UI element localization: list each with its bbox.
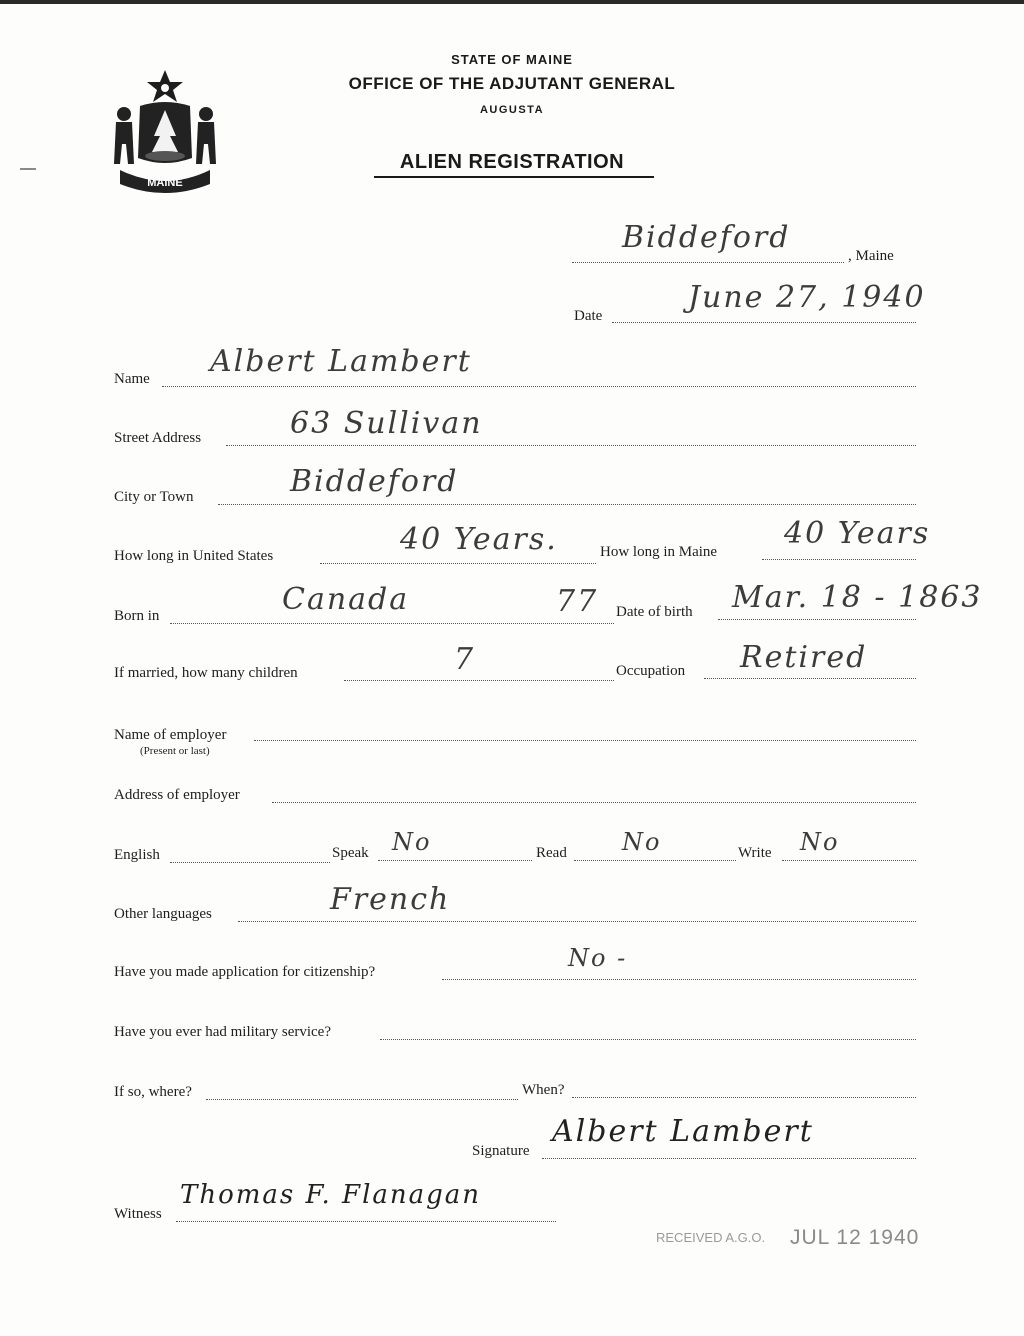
street-address-line: [226, 445, 916, 446]
signature-label: Signature: [472, 1143, 530, 1159]
born-in-label: Born in: [114, 608, 160, 624]
date-of-birth-value: Mar. 18 - 1863: [732, 580, 983, 615]
town-line: [572, 262, 844, 263]
citizenship-label: Have you made application for citizenship?: [114, 964, 376, 980]
town-value: Biddeford: [622, 220, 791, 255]
date-of-birth-label: Date of birth: [616, 604, 693, 620]
date-of-birth-line: [718, 619, 916, 620]
name-label: Name: [114, 371, 150, 387]
occupation-value: Retired: [740, 640, 868, 675]
speak-label: Speak: [332, 845, 369, 861]
read-value: No: [622, 828, 662, 856]
maine-label: , Maine: [848, 248, 894, 264]
received-stamp-date: JUL 12 1940: [790, 1226, 920, 1249]
where-line: [206, 1099, 518, 1100]
other-languages-line: [238, 921, 916, 922]
born-in-line: [170, 623, 614, 624]
employer-name-line: [254, 740, 916, 741]
other-languages-value: French: [330, 882, 451, 917]
state-heading: STATE OF MAINE: [451, 52, 573, 67]
born-in-value: Canada: [282, 582, 410, 617]
how-long-us-label: How long in United States: [114, 548, 274, 564]
name-value: Albert Lambert: [210, 344, 472, 379]
citizenship-line: [442, 979, 916, 980]
occupation-line: [704, 678, 916, 679]
how-long-maine-line: [762, 559, 916, 560]
speak-line: [378, 860, 532, 861]
date-line: [612, 322, 916, 323]
date-value: June 27, 1940: [688, 280, 926, 315]
employer-address-label: Address of employer: [114, 787, 240, 803]
witness-value: Thomas F. Flanagan: [180, 1180, 482, 1210]
how-long-us-value: 40 Years.: [400, 522, 558, 557]
children-label: If married, how many children: [114, 665, 298, 681]
street-address-label: Street Address: [114, 430, 202, 446]
scan-top-edge: [0, 0, 1024, 4]
city-line: [218, 504, 916, 505]
witness-line: [176, 1221, 556, 1222]
when-label: When?: [522, 1082, 565, 1098]
how-long-maine-value: 40 Years: [784, 516, 931, 551]
military-line: [380, 1039, 916, 1040]
street-address-value: 63 Sullivan: [290, 406, 483, 441]
form-title: ALIEN REGISTRATION: [399, 151, 625, 173]
age-value: 77: [556, 584, 599, 619]
signature-value: Albert Lambert: [552, 1114, 814, 1149]
office-heading: OFFICE OF THE ADJUTANT GENERAL: [348, 74, 676, 93]
children-value: 7: [454, 642, 476, 677]
witness-label: Witness: [114, 1206, 162, 1222]
write-label: Write: [738, 845, 772, 861]
read-line: [574, 860, 736, 861]
how-long-maine-label: How long in Maine: [600, 544, 718, 560]
employer-name-note: (Present or last): [140, 745, 210, 757]
date-label: Date: [574, 308, 603, 324]
city-value: Biddeford: [290, 464, 459, 499]
english-label: English: [114, 847, 160, 863]
children-line: [344, 680, 614, 681]
title-underline: [374, 176, 654, 178]
speak-value: No: [392, 828, 432, 856]
occupation-label: Occupation: [616, 663, 686, 679]
city-label: City or Town: [114, 489, 194, 505]
employer-address-line: [272, 802, 916, 803]
seal-motto: MAINE: [147, 177, 183, 189]
military-label: Have you ever had military service?: [114, 1024, 331, 1040]
citizenship-value: No -: [568, 944, 628, 972]
english-line: [170, 862, 330, 863]
name-line: [162, 386, 916, 387]
if-so-where-label: If so, where?: [114, 1084, 192, 1100]
city-heading: AUGUSTA: [479, 104, 545, 116]
when-line: [572, 1097, 916, 1098]
write-value: No: [800, 828, 840, 856]
read-label: Read: [536, 845, 567, 861]
write-line: [782, 860, 916, 861]
how-long-us-line: [320, 563, 596, 564]
employer-name-label: Name of employer: [114, 727, 227, 743]
received-stamp: RECEIVED A.G.O.: [656, 1230, 766, 1245]
signature-line: [542, 1158, 916, 1159]
other-languages-label: Other languages: [114, 906, 212, 922]
